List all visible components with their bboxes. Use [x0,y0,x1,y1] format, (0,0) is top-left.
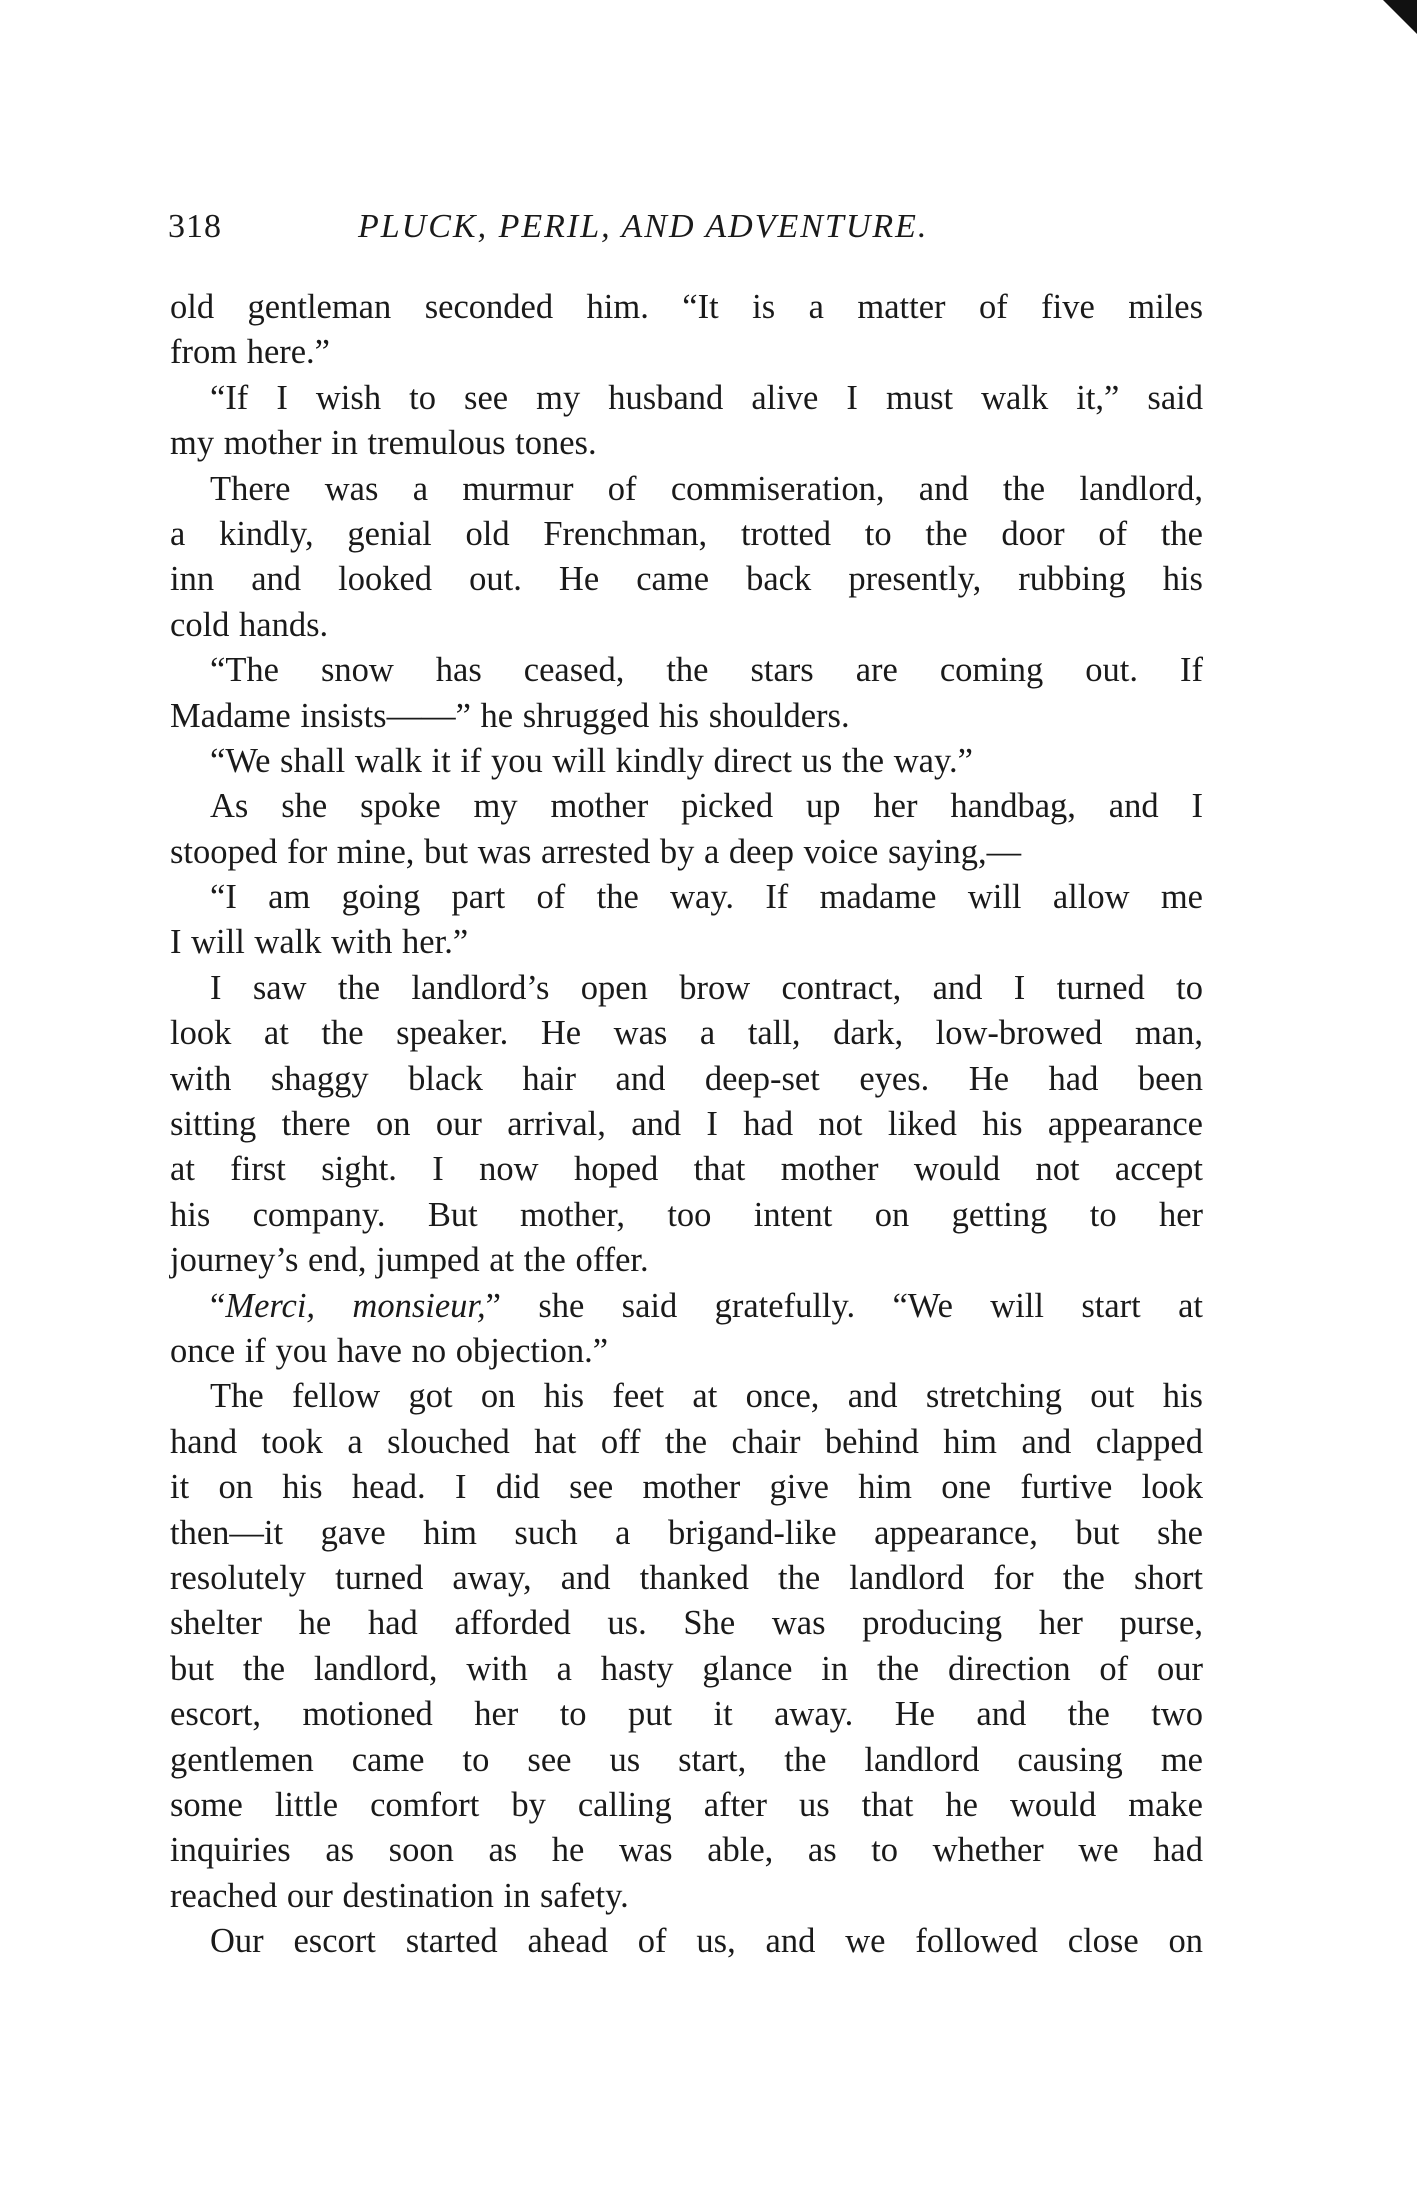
text-line: with shaggy black hair and deep-set eyes. He had been [170,1059,1203,1098]
text-line: I saw the landlord’s open brow contract, and I turned to [210,968,1203,1007]
text-line: “The snow has ceased, the stars are coming out. If [210,651,1203,690]
text-line: escort, motioned her to put it away. He and the two [170,1695,1203,1734]
corner-mark [1383,0,1417,34]
text-line-mixed [170,1284,1203,1329]
body-text [170,285,1203,1964]
text-line: resolutely turned away, and thanked the landlord for the short [170,1558,1203,1597]
text-line: I will walk with her.” [170,923,469,962]
text-line: inquiries as soon as he was able, as to whether we had [170,1831,1203,1870]
text-line: “If I wish to see my husband alive I must walk it,” said [210,378,1203,417]
text-line: inn and looked out. He came back presently, rubbing his [170,560,1203,599]
text-line: from here.” [170,333,330,372]
text-line: then—it gave him such a brigand-like appearance, but she [170,1513,1203,1552]
text-line: some little comfort by calling after us that he would make [170,1785,1203,1824]
text-line: shelter he had afforded us. She was producing her purse, [170,1604,1203,1643]
text-line: old gentleman seconded him. “It is a matter of five miles [170,288,1203,326]
text-line: “I am going part of the way. If madame will allow me [210,878,1203,917]
text-line: but the landlord, with a hasty glance in the direction of our [170,1649,1203,1688]
text-line: The fellow got on his feet at once, and stretching out his [210,1377,1203,1416]
text-line: his company. But mother, too intent on getting to her [170,1195,1203,1234]
page-number: 318 [168,208,222,245]
text-line: As she spoke my mother picked up her handbag, and I [210,787,1203,826]
text-line: Madame insists——” he shrugged his shoulders. [170,696,850,735]
text-line: There was a murmur of commiseration, and the landlord, [210,469,1203,508]
text-line: cold hands. [170,605,329,644]
text-line: Our escort started ahead of us, and we followed close on [210,1922,1203,1961]
page-header [168,208,1203,258]
text-line: hand took a slouched hat off the chair behind him and clapped [170,1422,1203,1461]
text-line: reached our destination in safety. [170,1876,629,1915]
text-run: ” she said gratefully. “We will start at [485,1286,1203,1325]
italic-phrase: Merci, monsieur, [225,1286,486,1325]
open-quote: “ [210,1286,226,1325]
text-line: it on his head. I did see mother give him one furtive look [170,1468,1203,1507]
text-line: once if you have no objection.” [170,1331,609,1370]
text-line: my mother in tremulous tones. [170,424,597,463]
text-line: at first sight. I now hoped that mother would not accept [170,1150,1203,1189]
text-line: sitting there on our arrival, and I had not liked his appearance [170,1105,1203,1144]
text-line: stooped for mine, but was arrested by a deep voice saying,— [170,832,1022,871]
text-line: look at the speaker. He was a tall, dark, low-browed man, [170,1014,1203,1053]
text-line: “We shall walk it if you will kindly direct us the way.” [210,741,973,780]
text-line: journey’s end, jumped at the offer. [170,1241,649,1280]
running-title: PLUCK, PERIL, AND ADVENTURE. [358,208,929,245]
text-line: a kindly, genial old Frenchman, trotted to the door of the [170,514,1203,553]
text-line: gentlemen came to see us start, the landlord causing me [170,1740,1203,1779]
